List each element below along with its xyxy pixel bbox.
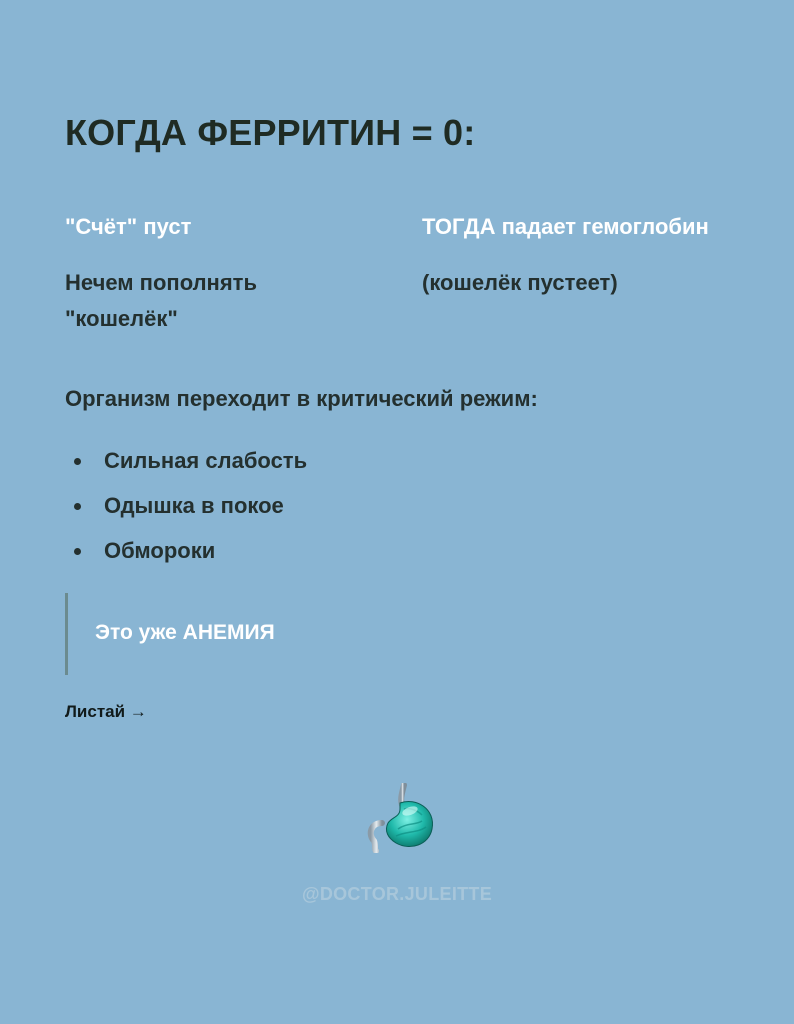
intro-text: Организм переходит в критический режим:: [65, 386, 538, 411]
author-handle[interactable]: @DOCTOR.JULEITTE: [301, 884, 493, 904]
list-item: [65, 443, 307, 488]
bullet-icon: [74, 458, 81, 465]
right-line-1: ТОГДА падает гемоглобин: [422, 214, 709, 239]
swipe-hint[interactable]: Листай →: [65, 702, 147, 721]
right-line-2: (кошелёк пустеет): [422, 270, 618, 295]
left-column: [65, 209, 365, 337]
right-column: [422, 209, 762, 301]
bullet-icon: [74, 548, 81, 555]
symptom-list: [65, 443, 307, 578]
symptom-label: Сильная слабость: [104, 448, 308, 473]
page-title: КОГДА ФЕРРИТИН = 0:: [65, 112, 476, 153]
left-line-1: "Счёт" пуст: [65, 214, 192, 239]
symptom-label: Одышка в покое: [104, 493, 284, 518]
left-line-2: Нечем пополнять "кошелёк": [65, 270, 257, 331]
stomach-icon: [360, 783, 436, 853]
callout-quote: [65, 593, 368, 675]
list-item: [65, 488, 307, 533]
bullet-icon: [74, 503, 81, 510]
symptom-label: Обмороки: [104, 538, 216, 563]
callout-text: Это уже АНЕМИЯ: [95, 621, 275, 644]
list-item: [65, 533, 307, 578]
